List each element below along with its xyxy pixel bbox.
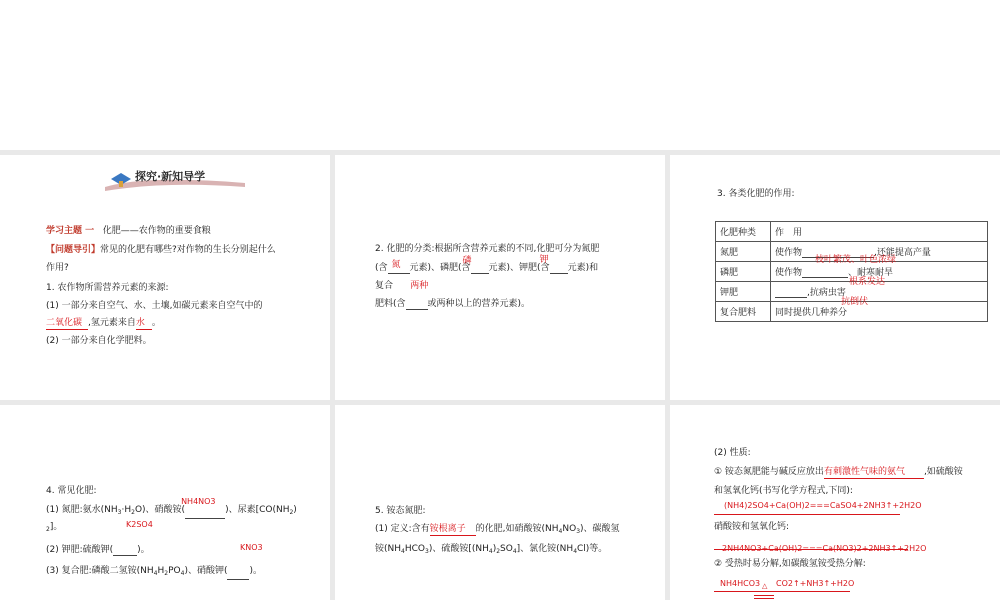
source-line-3: (2) 一部分来自化学肥料。: [46, 336, 152, 346]
guide-line-2: 作用?: [46, 263, 69, 273]
answer-potassium-sulfate: K2SO4: [126, 520, 153, 529]
heat-symbol: △: [762, 582, 768, 590]
header-role: 作 用: [771, 222, 988, 242]
source-line-2: 二氧化碳 ,氢元素来自水 。: [46, 318, 161, 328]
equation-3-equals-1: [754, 595, 774, 596]
table-row: 磷肥 使作物 、耐寒耐旱 根系发达: [716, 262, 988, 282]
equation-3-right: CO2↑+NH3↑+H2O: [776, 579, 855, 588]
compound-fertilizer-line: (3) 复合肥:磷酸二氢铵$(NH_4H_2PO_4)$、硝酸钾( )。: [46, 565, 262, 580]
equation-3-underline: [714, 591, 850, 592]
nitrogen-fertilizer-line: (1) 氮肥:氨水$(NH_3\cdot H_2O)$、硝酸铵( NH4NO3 )、尿素[$CO(NH_2)$: [46, 504, 297, 519]
answer-ammonia-gas: 有刺激性气味的氨气: [824, 466, 924, 479]
answer-water: 水: [136, 317, 152, 330]
header-kind: 化肥种类: [716, 222, 771, 242]
classification-line-2: (含 氮 元素)、磷肥(含 磷 元素)、钾肥(含 钾 元素)和: [375, 255, 599, 273]
guide-line: 【问题导引】常见的化肥有哪些?对作物的生长分别起什么: [46, 245, 276, 255]
ammonium-fertilizer-title: 5. 铵态氮肥:: [375, 506, 426, 516]
property-line-2: 和氢氧化钙(书写化学方程式,下同):: [714, 486, 853, 496]
slide-1: [0, 155, 330, 400]
equation-3-left: NH4HCO3: [720, 579, 761, 588]
definition-line-1: (1) 定义:含有铵根离子 的化肥,如硝酸铵$(NH_4NO_3)$、碳酸氢: [375, 524, 620, 535]
property-line-4: ② 受热时易分解,如碳酸氢铵受热分解:: [714, 559, 866, 569]
slide-4: [0, 405, 330, 600]
answer-ammonium-nitrate: NH4NO3: [181, 497, 216, 506]
table-row: 钾肥 ,抗病虫害 抗倒伏: [716, 282, 988, 302]
slide-6: [670, 405, 1000, 600]
answer-potassium-nitrate: KNO3: [240, 543, 263, 552]
property-line-1: ① 铵态氮肥能与碱反应放出有刺激性气味的氨气 ,如硫酸铵: [714, 467, 963, 477]
answer-two: 两种: [410, 281, 429, 291]
slide-5: [335, 405, 665, 600]
section-banner: [105, 167, 245, 189]
source-line-1: (1) 一部分来自空气、水、土壤,如碳元素来自空气中的: [46, 301, 263, 311]
equation-1-underline: [714, 514, 900, 515]
equation-2: 2NH4NO3+Ca(OH)2===Ca(NO3)2+2NH3↑+2H2O: [722, 544, 927, 553]
classification-line-4: 肥料(含 或两种以上的营养元素)。: [375, 299, 531, 309]
fertilizer-role-title: 3. 各类化肥的作用:: [717, 189, 795, 199]
property-title: (2) 性质:: [714, 448, 751, 458]
table-row: 复合肥料 同时提供几种养分: [716, 302, 988, 322]
table-row: 氮肥 使作物 ,还能提高产量 枝叶繁茂、叶色浓绿: [716, 242, 988, 262]
answer-nitrogen: 氮: [391, 260, 401, 270]
equation-1: (NH4)2SO4+Ca(OH)2===CaSO4+2NH3↑+2H2O: [724, 501, 922, 510]
slide-3: [670, 155, 1000, 400]
table-header-row: [716, 222, 988, 242]
equation-3-equals-2: [754, 598, 774, 599]
slide-2: [335, 155, 665, 400]
classification-line-1: 2. 化肥的分类:根据所含营养元素的不同,化肥可分为氮肥: [375, 244, 600, 254]
answer-co2: 二氧化碳: [46, 317, 88, 330]
definition-line-2: 铵$(NH_4HCO_3)$、硫酸铵$[(NH_4)_2SO_4]$、氯化铵$(NH_4Cl)$等。: [375, 544, 608, 555]
answer-potassium-role: 抗倒伏: [841, 297, 869, 307]
fertilizer-role-table: [715, 221, 988, 322]
nitrogen-fertilizer-line-end: $_2$]。: [46, 522, 63, 533]
answer-nitrogen-role: 枝叶繁茂、叶色浓绿: [815, 255, 897, 265]
answer-phosphorus: 磷: [462, 256, 472, 266]
equation-2-underline: [714, 549, 908, 550]
banner-title: 探究·新知导学: [135, 170, 206, 183]
top-blank-area: [0, 0, 1000, 150]
topic-line: 学习主题 一 化肥——农作物的重要食粮: [46, 226, 211, 236]
potassium-fertilizer-line: (2) 钾肥:硫酸钾( )。: [46, 545, 150, 555]
source-heading: 1. 农作物所需营养元素的来源:: [46, 283, 169, 293]
common-fertilizer-title: 4. 常见化肥:: [46, 486, 97, 496]
answer-potassium: 钾: [539, 255, 549, 265]
answer-ammonium-ion: 铵根离子: [430, 523, 476, 536]
property-line-3: 硝酸铵和氢氧化钙:: [714, 522, 790, 532]
classification-line-3: 复合 两种: [375, 281, 429, 291]
answer-phosphorus-role: 根系发达: [849, 277, 886, 287]
